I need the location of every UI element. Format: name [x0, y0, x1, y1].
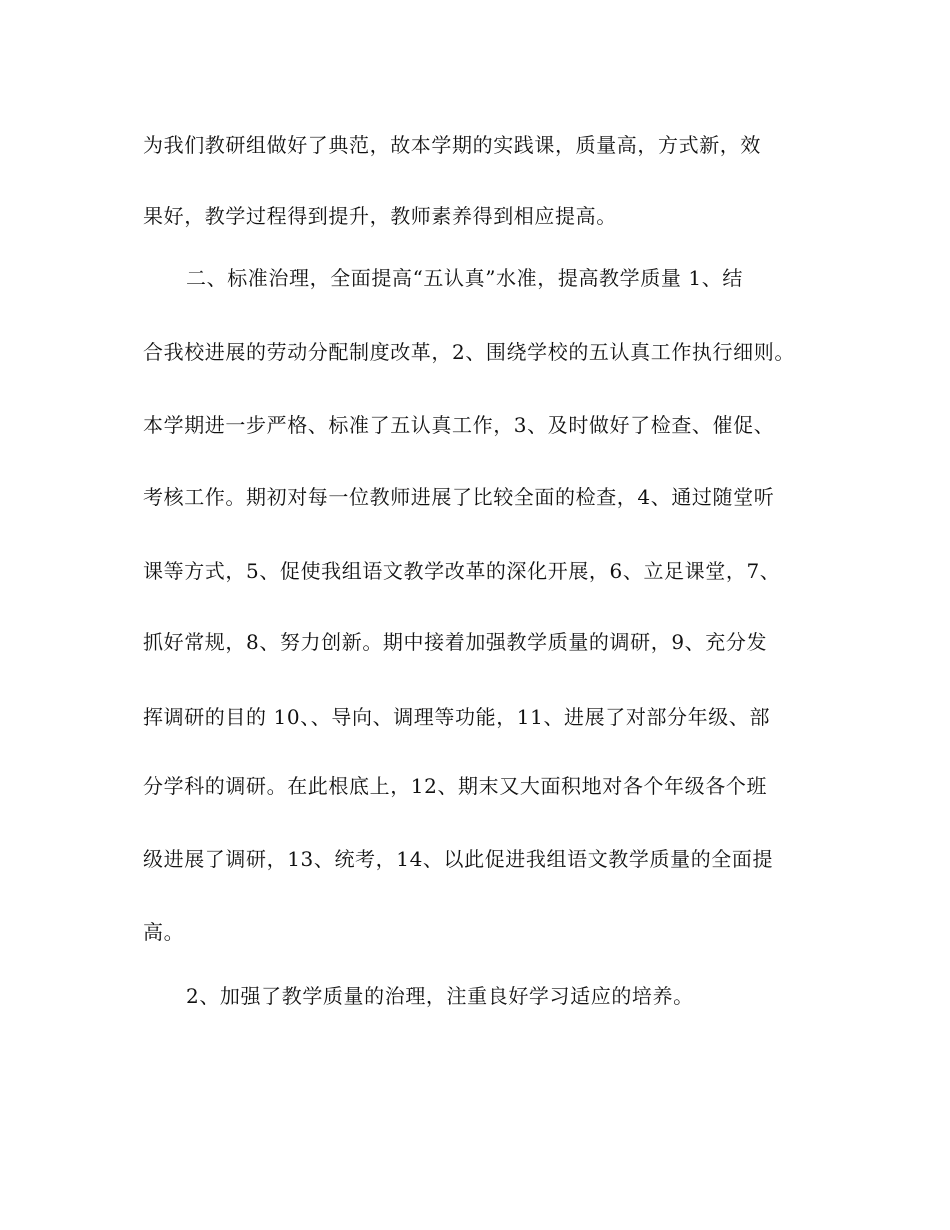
paragraph-line-1: 为我们教研组做好了典范，故本学期的实践课，质量高，方式新，效	[143, 133, 761, 157]
paragraph-line-13: 2、加强了教学质量的治理，注重良好学习适应的培养。	[186, 984, 694, 1008]
paragraph-line-11: 级进展了调研，13、统考，14、以此促进我组语文教学质量的全面提	[143, 847, 774, 871]
paragraph-line-6: 考核工作。期初对每一位教师进展了比较全面的检查，4、通过随堂听	[143, 485, 775, 509]
paragraph-line-9: 挥调研的目的 10、、导向、调理等功能，11、进展了对部分年级、部	[143, 705, 771, 729]
paragraph-line-3: 二、标准治理，全面提高“五认真”水准，提高教学质量 1、结	[186, 266, 743, 290]
paragraph-line-10: 分学科的调研。在此根底上，12、期末又大面积地对各个年级各个班	[143, 774, 768, 798]
paragraph-line-7: 课等方式，5、促使我组语文教学改革的深化开展，6、立足课堂，7、	[143, 559, 781, 583]
paragraph-line-5: 本学期进一步严格、标准了五认真工作，3、及时做好了检查、催促、	[143, 413, 775, 437]
paragraph-line-2: 果好，教学过程得到提升，教师素养得到相应提高。	[143, 204, 617, 228]
paragraph-line-4: 合我校进展的劳动分配制度改革，2、围绕学校的五认真工作执行细则。	[143, 340, 795, 364]
paragraph-line-8: 抓好常规，8、努力创新。期中接着加强教学质量的调研，9、充分发	[143, 630, 768, 654]
paragraph-line-12: 高。	[143, 920, 185, 944]
